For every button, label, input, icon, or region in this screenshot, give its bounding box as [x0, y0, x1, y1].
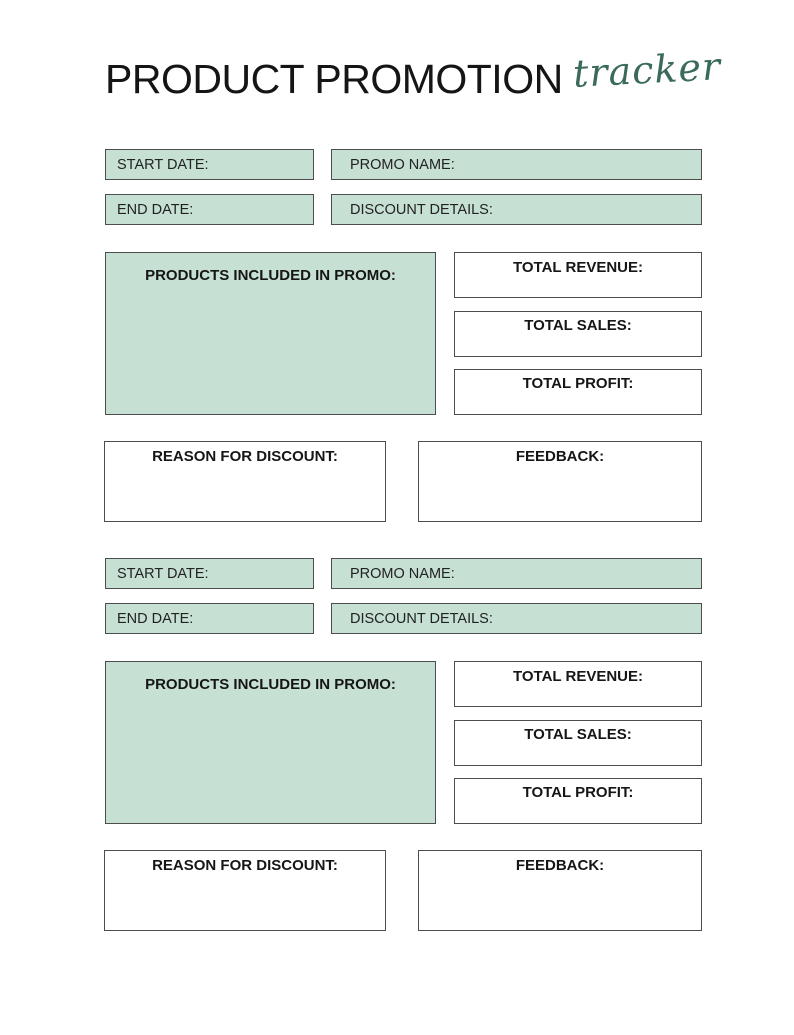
end-date-label: END DATE:: [117, 610, 194, 627]
title-main-text: PRODUCT PROMOTION: [105, 56, 563, 102]
discount-details-field[interactable]: [331, 194, 702, 225]
end-date-label: END DATE:: [117, 201, 194, 218]
title-script-text: tracker: [571, 44, 723, 96]
total-profit-label: TOTAL PROFIT:: [522, 375, 634, 392]
total-sales-box[interactable]: [454, 311, 702, 357]
total-profit-box[interactable]: [454, 369, 702, 415]
start-date-label: START DATE:: [117, 156, 209, 173]
feedback-box[interactable]: [418, 850, 702, 931]
end-date-field[interactable]: [105, 603, 314, 634]
promo-name-label: PROMO NAME:: [350, 156, 455, 173]
reason-for-discount-box[interactable]: [104, 850, 386, 931]
total-sales-box[interactable]: [454, 720, 702, 766]
promo-name-label: PROMO NAME:: [350, 565, 455, 582]
feedback-label: FEEDBACK:: [515, 448, 605, 465]
feedback-box[interactable]: [418, 441, 702, 522]
reason-for-discount-label: REASON FOR DISCOUNT:: [152, 448, 338, 465]
products-included-box[interactable]: [105, 661, 436, 824]
reason-for-discount-label: REASON FOR DISCOUNT:: [152, 857, 338, 874]
promo-name-field[interactable]: [331, 558, 702, 589]
page-title: [105, 44, 745, 110]
total-revenue-label: TOTAL REVENUE:: [512, 668, 643, 685]
total-revenue-label: TOTAL REVENUE:: [512, 259, 643, 276]
discount-details-field[interactable]: [331, 603, 702, 634]
total-sales-label: TOTAL SALES:: [524, 726, 632, 743]
total-revenue-box[interactable]: [454, 252, 702, 298]
total-profit-box[interactable]: [454, 778, 702, 824]
feedback-label: FEEDBACK:: [515, 857, 605, 874]
start-date-field[interactable]: [105, 558, 314, 589]
products-included-label: PRODUCTS INCLUDED IN PROMO:: [145, 267, 396, 284]
discount-details-label: DISCOUNT DETAILS:: [350, 201, 493, 218]
reason-for-discount-box[interactable]: [104, 441, 386, 522]
total-profit-label: TOTAL PROFIT:: [522, 784, 634, 801]
discount-details-label: DISCOUNT DETAILS:: [350, 610, 493, 627]
products-included-label: PRODUCTS INCLUDED IN PROMO:: [145, 676, 396, 693]
total-sales-label: TOTAL SALES:: [524, 317, 632, 334]
start-date-field[interactable]: [105, 149, 314, 180]
start-date-label: START DATE:: [117, 565, 209, 582]
end-date-field[interactable]: [105, 194, 314, 225]
promo-name-field[interactable]: [331, 149, 702, 180]
total-revenue-box[interactable]: [454, 661, 702, 707]
products-included-box[interactable]: [105, 252, 436, 415]
